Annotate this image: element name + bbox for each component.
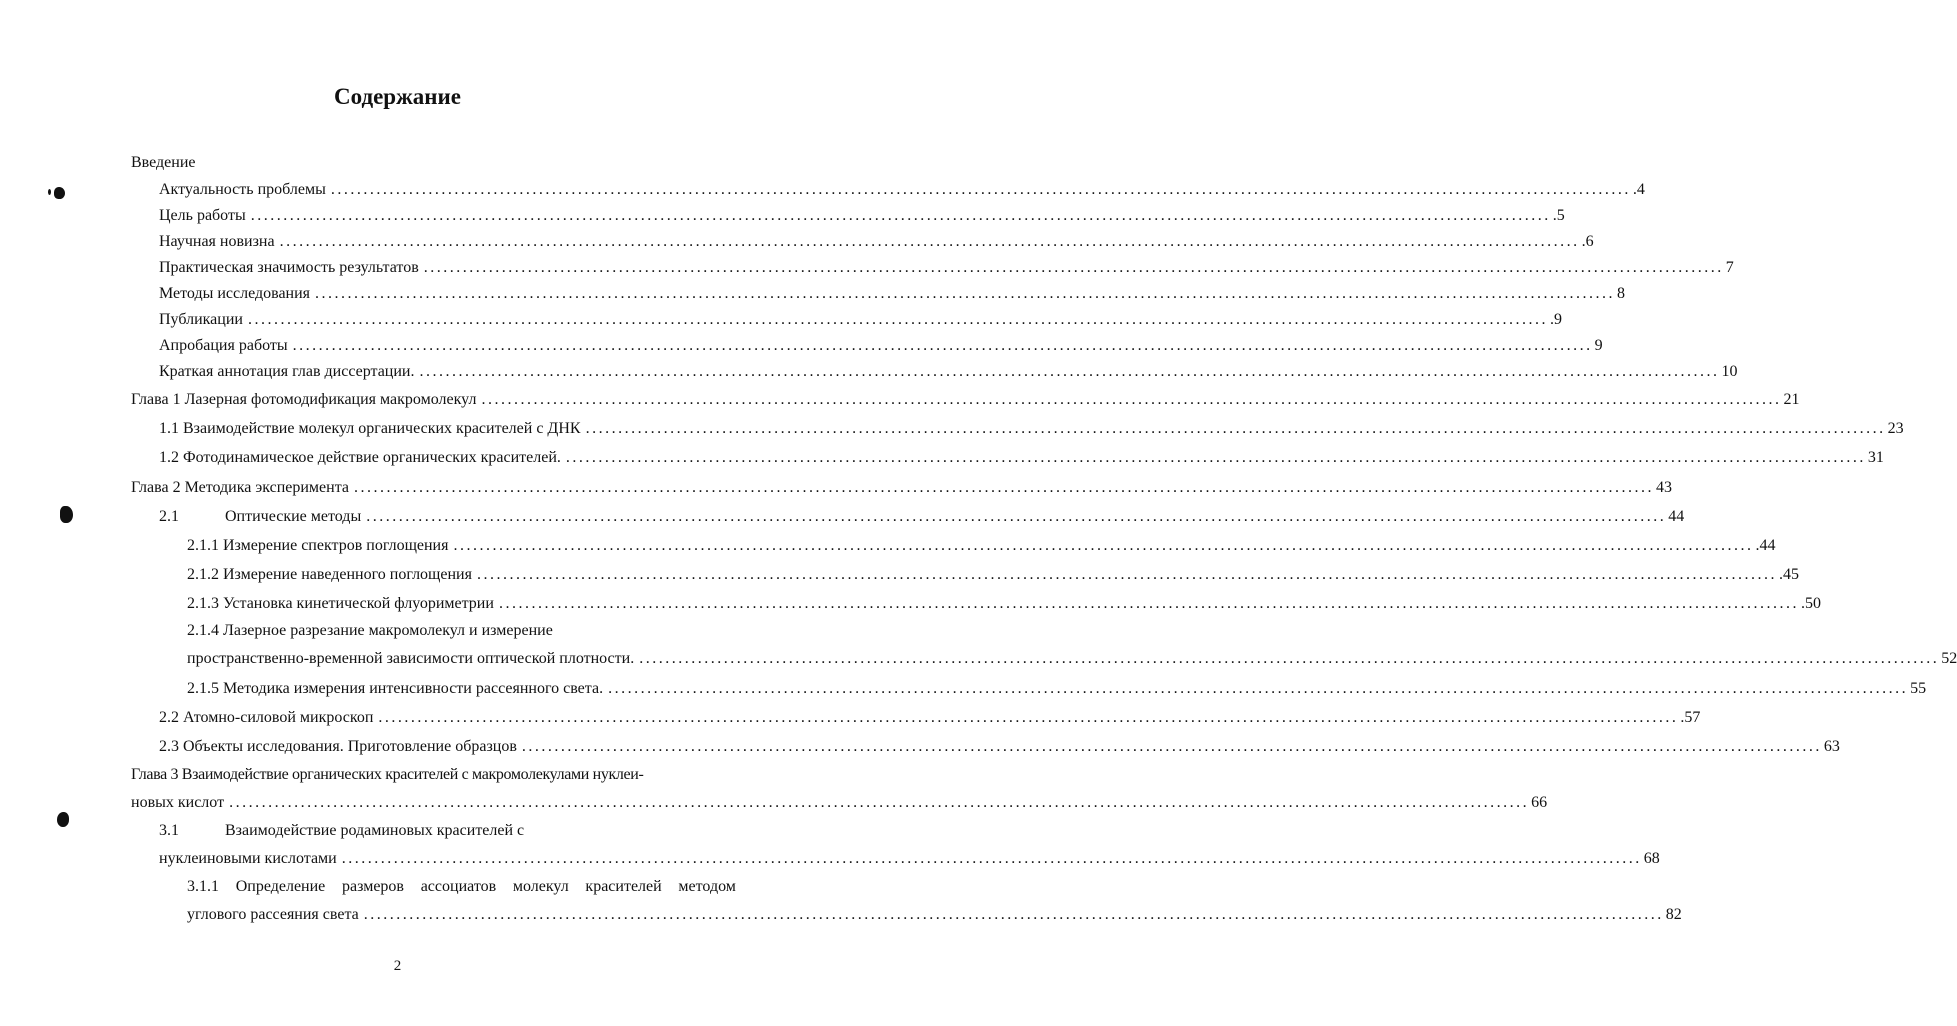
dot-leader: ........................................................................................................................................................................................................ <box>608 680 1909 697</box>
toc-entry-title: Оптические методы <box>225 508 362 525</box>
toc-entry-title: 2.1.2 Измерение наведенного поглощения <box>187 566 472 583</box>
toc-entry <box>159 506 1685 528</box>
toc-entry-page: 55 <box>1910 680 1927 697</box>
toc-entry-page: 8 <box>1617 285 1626 302</box>
dot-leader: ........................................................................................................................................................................................................ <box>341 850 1642 867</box>
toc-entry <box>187 678 1927 700</box>
dot-leader: ........................................................................................................................................................................................................ <box>481 391 1782 408</box>
toc-entry-title: пространственно-временной зависимости оптической плотности. <box>187 650 635 667</box>
toc-entry-title <box>187 876 736 898</box>
page-title: Содержание <box>334 84 461 109</box>
toc-entry-title: углового рассеяния света <box>187 906 359 923</box>
toc-entry <box>187 904 1682 926</box>
toc-entry-page: .57 <box>1680 709 1701 726</box>
toc-entry <box>159 309 1562 331</box>
dot-leader: ........................................................................................................................................................................................................ <box>363 906 1664 923</box>
scan-blot <box>60 506 73 523</box>
toc-chapter <box>131 477 1672 499</box>
dot-leader: ........................................................................................................................................................................................................ <box>419 363 1720 380</box>
dot-leader: ........................................................................................................................................................................................................ <box>279 233 1580 250</box>
toc-entry-page: 63 <box>1823 738 1840 755</box>
toc-entry-page: 21 <box>1783 391 1800 408</box>
toc-word: размеров <box>342 878 404 895</box>
dot-leader: ........................................................................................................................................................................................................ <box>423 259 1724 276</box>
dot-leader: ........................................................................................................................................................................................................ <box>250 207 1551 224</box>
toc-entry-page: 10 <box>1721 363 1738 380</box>
toc-entry <box>159 283 1626 305</box>
toc-entry-title: 2.2 Атомно-силовой микроскоп <box>159 709 374 726</box>
dot-leader: ........................................................................................................................................................................................................ <box>453 537 1754 554</box>
toc-entry <box>159 361 1738 383</box>
toc-entry-page: .9 <box>1549 311 1562 328</box>
toc-entry-title: нуклеиновыми кислотами <box>159 850 337 867</box>
toc-entry <box>159 179 1645 201</box>
toc-entry-number: 2.1 <box>159 508 179 525</box>
toc-entry-title: 2.1.4 Лазерное разрезание макромолекул и измерение <box>187 622 553 639</box>
dot-leader: ........................................................................................................................................................................................................ <box>378 709 1679 726</box>
toc-entry <box>159 205 1565 227</box>
toc-entry <box>187 593 1821 615</box>
toc-entry-page: .44 <box>1755 537 1776 554</box>
dot-leader: ........................................................................................................................................................................................................ <box>315 285 1616 302</box>
toc-entry-title: Актуальность проблемы <box>159 181 326 198</box>
dot-leader: ........................................................................................................................................................................................................ <box>585 420 1886 437</box>
toc-entry-title: 2.1.5 Методика измерения интенсивности рассеянного света. <box>187 680 604 697</box>
page-number: 2 <box>393 958 402 974</box>
toc-entry <box>159 707 1701 729</box>
toc-entry-title: новых кислот <box>131 794 225 811</box>
dot-leader: ........................................................................................................................................................................................................ <box>639 650 1940 667</box>
toc-entry-page: 7 <box>1725 259 1734 276</box>
toc-entry <box>159 447 1884 469</box>
toc-entry-title: 2.3 Объекты исследования. Приготовление образцов <box>159 738 517 755</box>
dot-leader: ........................................................................................................................................................................................................ <box>565 449 1866 466</box>
toc-entry <box>187 648 1957 670</box>
toc-entry-page: .4 <box>1632 181 1645 198</box>
toc-chapter <box>131 792 1548 814</box>
toc-word: 3.1.1 <box>187 878 219 895</box>
toc-entry-page: 44 <box>1668 508 1685 525</box>
toc-word: красителей <box>585 878 662 895</box>
toc-word: молекул <box>512 878 569 895</box>
toc-chapter-title: Глава 3 Взаимодействие органических красителей с макромолекулами нуклеи- <box>131 766 644 783</box>
toc-entry-title: Взаимодействие родаминовых красителей с <box>225 822 525 839</box>
dot-leader: ........................................................................................................................................................................................................ <box>354 479 1654 496</box>
toc-entry <box>187 535 1776 557</box>
toc-word: методом <box>678 878 736 895</box>
toc-entry-title: 1.1 Взаимодействие молекул органических красителей с ДНК <box>159 420 581 437</box>
toc-entry-title: Глава 2 Методика эксперимента <box>131 479 349 496</box>
toc-entry-page: 66 <box>1531 794 1548 811</box>
dot-leader: ........................................................................................................................................................................................................ <box>330 181 1631 198</box>
toc-entry-page: 23 <box>1887 420 1904 437</box>
toc-entry-page: 9 <box>1594 337 1603 354</box>
toc-entry-page: .6 <box>1581 233 1594 250</box>
toc-entry-page: 52 <box>1941 650 1957 667</box>
toc-entry-page: 31 <box>1867 449 1884 466</box>
toc-entry <box>159 418 1904 440</box>
toc-entry <box>159 231 1594 253</box>
dot-leader: ........................................................................................................................................................................................................ <box>229 794 1530 811</box>
toc-entry-page: 68 <box>1643 850 1660 867</box>
toc-entry <box>159 736 1840 758</box>
scan-blot <box>57 812 69 827</box>
toc-entry-number: 3.1 <box>159 822 179 839</box>
toc-entry <box>159 257 1734 279</box>
toc-entry-title: Цель работы <box>159 207 246 224</box>
toc-chapter <box>131 389 1800 411</box>
toc-entry <box>159 820 524 842</box>
toc-entry <box>187 564 1799 586</box>
dot-leader: ........................................................................................................................................................................................................ <box>366 508 1667 525</box>
toc-entry-title: 2.1.3 Установка кинетической флуориметрии <box>187 595 494 612</box>
dot-leader: ........................................................................................................................................................................................................ <box>498 595 1799 612</box>
toc-entry <box>159 335 1603 357</box>
scan-blot <box>48 189 51 195</box>
toc-entry-page: .45 <box>1778 566 1799 583</box>
dot-leader: ........................................................................................................................................................................................................ <box>292 337 1593 354</box>
toc-entry-page: 82 <box>1665 906 1682 923</box>
toc-entry-page: .50 <box>1800 595 1821 612</box>
toc-entry-title: Краткая аннотация глав диссертации. <box>159 363 415 380</box>
toc-entry-title: Публикации <box>159 311 243 328</box>
toc-entry-title: Глава 1 Лазерная фотомодификация макромолекул <box>131 391 477 408</box>
scan-blot <box>54 187 65 199</box>
toc-word: Определение <box>235 878 326 895</box>
toc-entry-title: Практическая значимость результатов <box>159 259 419 276</box>
toc-entry-page: 43 <box>1656 479 1672 496</box>
dot-leader: ........................................................................................................................................................................................................ <box>521 738 1822 755</box>
toc-word: ассоциатов <box>420 878 497 895</box>
toc-entry-title: 1.2 Фотодинамическое действие органических красителей. <box>159 449 561 466</box>
toc-entry-title: Методы исследования <box>159 285 311 302</box>
toc-entry-title: 2.1.1 Измерение спектров поглощения <box>187 537 449 554</box>
dot-leader: ........................................................................................................................................................................................................ <box>476 566 1777 583</box>
intro-heading: Введение <box>131 154 196 171</box>
toc-entry-title: Апробация работы <box>159 337 288 354</box>
toc-entry-title: Научная новизна <box>159 233 275 250</box>
dot-leader: ........................................................................................................................................................................................................ <box>247 311 1548 328</box>
toc-entry <box>159 848 1660 870</box>
toc-entry-page: .5 <box>1552 207 1565 224</box>
